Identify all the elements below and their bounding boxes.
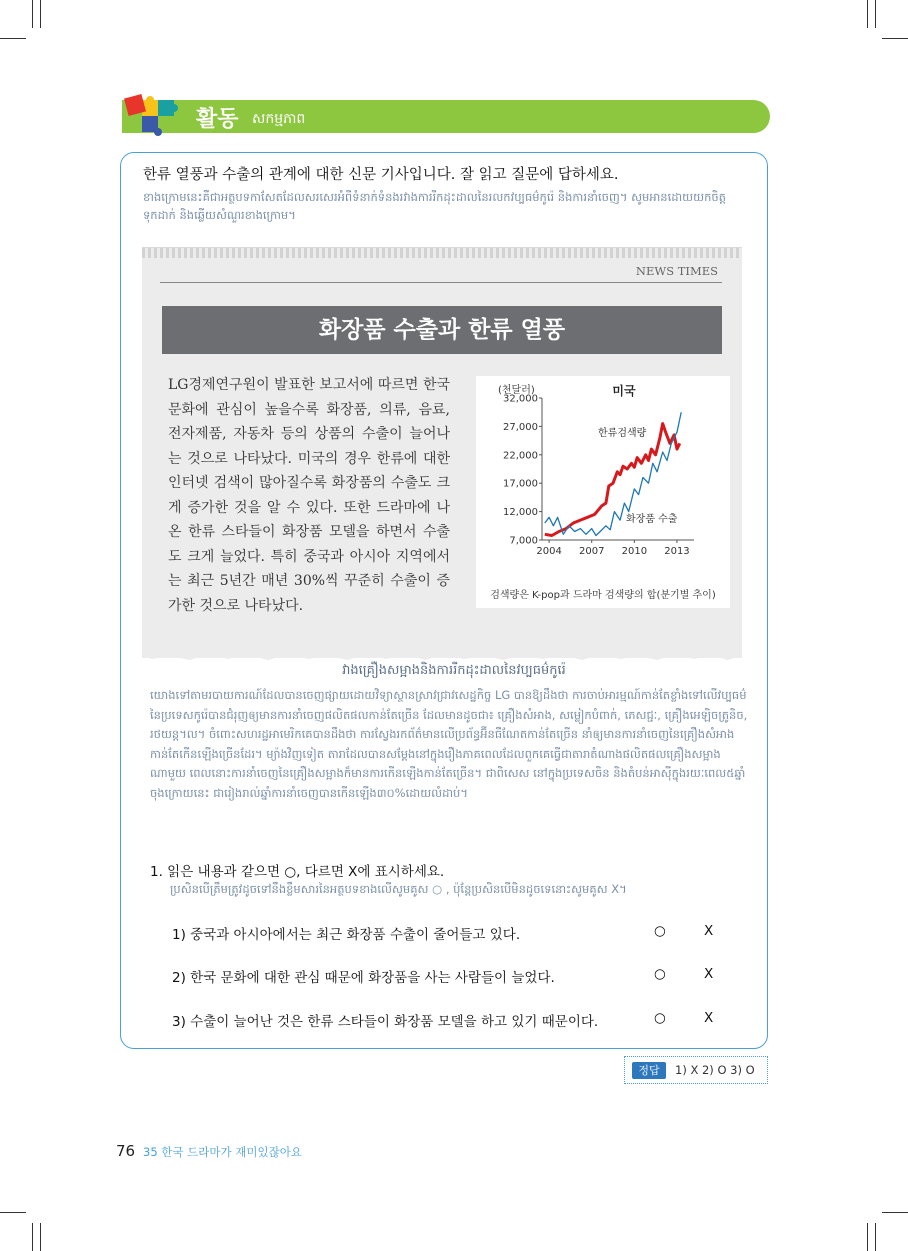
chart-box: [476, 376, 730, 608]
question-prompt-khmer: ប្រសិនបើត្រឹមត្រូវដូចទៅនឹងខ្លឹមសារនៃអត្ថបទខាងលើសូមគូស ○ , ប៉ុន្តែប្រសិនបើមិនដូចទេនោះសូមគូស X។: [170, 882, 627, 896]
question-text: 2) 한국 문화에 대한 관심 때문에 화장품을 사는 사람들이 늘었다.: [172, 970, 555, 986]
y-axis-label: (천달러): [498, 385, 535, 396]
chapter-title: 35 한국 드라마가 재미있잖아요: [143, 1145, 302, 1159]
question-text: 3) 수출이 늘어난 것은 한류 스타들이 화장품 모델을 하고 있기 때문이다.: [172, 1014, 599, 1030]
puzzle-icon: [118, 92, 188, 140]
chart-caption: 검색량은 K-pop과 드라마 검색량의 합(분기별 추이): [490, 590, 716, 601]
crop-mark: [32, 0, 33, 28]
line-chart: [476, 376, 730, 586]
y-tick-label: 22,000: [503, 450, 538, 462]
x-tick-label: 2013: [664, 546, 690, 557]
answer-x-option[interactable]: X: [704, 966, 714, 982]
series-label: 한류검색량: [598, 428, 647, 439]
answer-x-option[interactable]: X: [704, 923, 714, 939]
y-tick-label: 7,000: [509, 535, 538, 547]
newspaper-article: LG경제연구원이 발표한 보고서에 따르면 한국 문화에 관심이 높을수록 화장품, 의류, 음료, 전자제품, 자동차 등의 상품의 수출이 늘어나는 것으로 나타났다. 미국의 경우 한류에 대한 인터넷 검색이 많아질수록 화장품의 수출도 크게 증가한 것을 알 수 있다. 또한 드라마에 나온 한류 스타들이 화장품 모델을 하면서 수출도 크게 늘었다. 특히 중국과 아시아 지역에서는 최근 5년간 매년 30%씩 꾸준히 수출이 증가한 것으로 나타났다.: [168, 377, 450, 614]
answer-o-option[interactable]: ○: [654, 966, 666, 982]
series-label: 화장품 수출: [626, 514, 678, 525]
crop-mark: [32, 1223, 33, 1251]
crop-mark: [867, 1223, 868, 1251]
question-text: 1) 중국과 아시아에서는 최근 화장품 수출이 줄어들고 있다.: [172, 927, 521, 943]
crop-mark: [882, 38, 908, 39]
activity-subtitle: សកម្មភាព: [252, 111, 306, 127]
y-tick-label: 32,000: [503, 393, 538, 405]
chart-title: 미국: [612, 384, 636, 398]
activity-title: 활동: [196, 107, 239, 132]
x-tick-label: 2007: [578, 546, 605, 557]
answer-x-option[interactable]: X: [704, 1010, 714, 1026]
intro-khmer: ខាងក្រោមនេះគឺជាអត្ថបទកាសែតដែលសរសេរអំពីទំនាក់ទំនងរវាងការរីកដុះដាលនៃរលកវប្បធម៌កូរ៉េ និងការនាំចេញ។ សូមអានដោយយកចិត្តទុកដាក់ និងឆ្លើយសំណួរខាងក្រោម។: [143, 190, 726, 222]
x-tick-label: 2010: [621, 546, 648, 557]
question-item: [172, 966, 732, 986]
crop-mark: [875, 0, 876, 28]
newspaper-label: NEWS TIMES: [635, 264, 718, 278]
crop-mark: [875, 1223, 876, 1251]
crop-mark: [0, 1212, 26, 1213]
khmer-section-body: យោងទៅតាមរបាយការណ៍ដែលបានចេញផ្សាយដោយវិទ្យាស្ថានស្រាវជ្រាវសេដ្ឋកិច្ច LG បានឱ្យដឹងថា ការចាប់អារម្មណ៍កាន់តែខ្លាំងទៅលើវប្បធម៌នៃប្រទេសកូរ៉េបានជំរុញឲ្យមានការនាំចេញផលិតផលកាន់តែច្រើន ដែលមានដូចជា៖ គ្រឿងសំអាង, សម្លៀកបំពាក់, ភេសជ្ជៈ, គ្រឿងអេឡិចត្រូនិច, រថយន្ត។ល។ ចំពោះសហរដ្ឋអាមេរិកគេបានដឹងថា ការស្វែងរកព័ត៌មានលើប្រព័ន្ធអ៊ីនធឺណែតកាន់តែច្រើន នាំឲ្យមានការនាំចេញនៃគ្រឿងសំអាងកាន់តែកើនឡើងច្រើនដែរ។ ម្យ៉ាងវិញទៀត តារាដែលបានសម្ដែងនៅក្នុងរឿងភាគពេលដែលពួកគេធ្វើជាតារាតំណាងផលិតផលគ្រឿងសម្អាងណាមួយ ពេលនោះការនាំចេញនៃគ្រឿងសម្អាងក៏មានការកើនឡើងកាន់តែច្រើន។ ជាពិសេស នៅក្នុងប្រទេសចិន និងតំបន់អាស៊ីក្នុងរយៈពេល៥ឆ្នាំចុងក្រោយនេះ ជារៀងរាល់ឆ្នាំការនាំចេញបានកើនឡើង៣០%ដោយលំដាប់។: [150, 688, 748, 800]
answer-key: [624, 1056, 768, 1084]
answer-key-value: 1) X 2) O 3) O: [675, 1063, 755, 1077]
khmer-section-title: វាងគ្រឿងសម្អាងនិងការរីកដុះដាលនៃវប្បធម៌កូរ៉េ: [342, 663, 566, 678]
newspaper-clipping: [142, 247, 742, 658]
answer-key-label: 정답: [632, 1062, 666, 1079]
newspaper-headline: 화장품 수출과 한류 열풍: [162, 306, 722, 354]
newspaper-rule: [160, 282, 722, 283]
question-item: [172, 923, 732, 943]
x-tick-label: 2004: [536, 546, 562, 557]
torn-edge: [142, 650, 742, 662]
y-tick-label: 27,000: [503, 421, 538, 433]
question-item: [172, 1010, 732, 1030]
y-tick-label: 17,000: [503, 478, 538, 490]
page-number: 76: [116, 1142, 136, 1160]
question-prompt: 1. 읽은 내용과 같으면 ○, 다르면 X에 표시하세요.: [150, 864, 445, 880]
crop-mark: [0, 38, 26, 39]
answer-o-option[interactable]: ○: [654, 923, 666, 939]
crop-mark: [882, 1212, 908, 1213]
crop-mark: [40, 0, 41, 28]
crop-mark: [867, 0, 868, 28]
intro-korean: 한류 열풍과 수출의 관계에 대한 신문 기사입니다. 잘 읽고 질문에 답하세요.: [143, 167, 619, 183]
y-tick-label: 12,000: [503, 507, 538, 519]
crop-mark: [40, 1223, 41, 1251]
answer-o-option[interactable]: ○: [654, 1010, 666, 1026]
